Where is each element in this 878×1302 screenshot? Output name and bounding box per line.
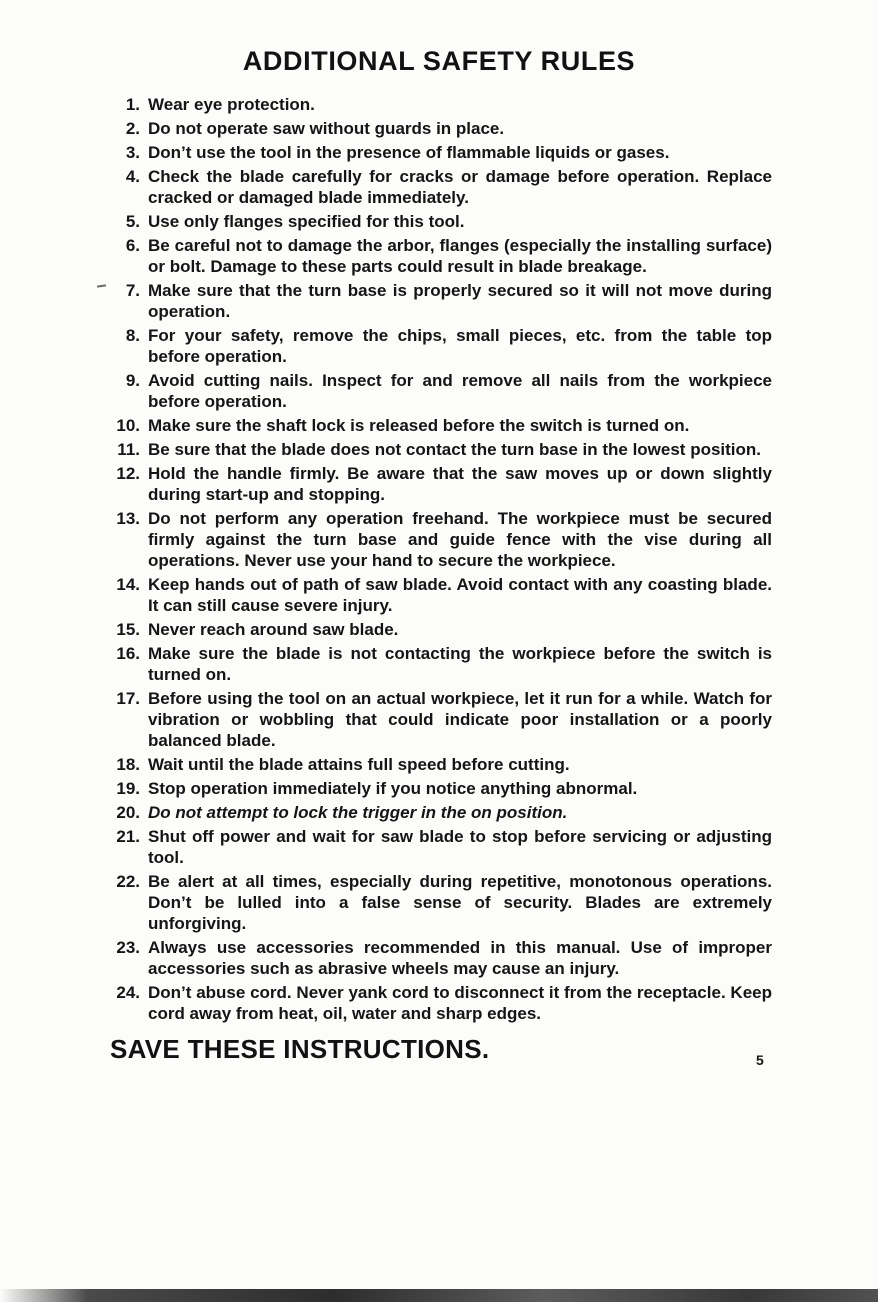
rule-number: 22. — [116, 872, 140, 891]
rule-text: Make sure the blade is not contacting the workpiece before the switch is turned on. — [148, 644, 772, 684]
rule-item — [100, 754, 776, 775]
rule-text: Hold the handle firmly. Be aware that the saw moves up or down slightly during start-up and stopping. — [148, 464, 772, 504]
rule-number: 3. — [125, 143, 140, 162]
rule-item — [100, 688, 776, 751]
rule-item — [100, 94, 776, 115]
rule-text: Do not attempt to lock the trigger in the on position. — [148, 803, 568, 822]
rule-text: Be alert at all times, especially during repetitive, monotonous operations. Don’t be lulled into a false sense of security. Blades are extremely unforgiving. — [148, 872, 772, 933]
rule-item — [100, 778, 776, 799]
rule-text: Be sure that the blade does not contact the turn base in the lowest position. — [148, 440, 762, 459]
rule-item — [100, 802, 776, 823]
rule-text: Make sure that the turn base is properly secured so it will not move during operation. — [148, 281, 772, 321]
rule-number: 18. — [116, 755, 140, 774]
rule-text: Wear eye protection. — [148, 95, 315, 114]
rule-number: 11. — [117, 440, 140, 459]
rule-item — [100, 235, 776, 277]
rule-number: 23. — [116, 938, 140, 957]
rule-number: 24. — [116, 983, 140, 1002]
rule-number: 20. — [116, 803, 140, 822]
rule-text: Do not perform any operation freehand. The workpiece must be secured firmly against the turn base and guide fence with the vise during all operations. Never use your hand to secure the workpiece. — [148, 509, 772, 570]
rule-number: 9. — [125, 371, 140, 390]
rule-number: 5. — [125, 212, 140, 231]
rule-number: 17. — [116, 689, 140, 708]
rule-item — [100, 982, 776, 1024]
rule-text: Do not operate saw without guards in place. — [148, 119, 505, 138]
rule-text: Shut off power and wait for saw blade to stop before servicing or adjusting tool. — [148, 827, 772, 867]
rule-number: 13. — [116, 509, 140, 528]
rule-item — [100, 826, 776, 868]
rule-text: Always use accessories recommended in this manual. Use of improper accessories such as abrasive wheels may cause an injury. — [148, 938, 772, 978]
rule-number: 12. — [116, 464, 140, 483]
rule-number: 21. — [116, 827, 140, 846]
rule-item — [100, 574, 776, 616]
rule-item — [100, 439, 776, 460]
rule-number: 1. — [125, 95, 140, 114]
rule-text: Make sure the shaft lock is released before the switch is turned on. — [148, 416, 690, 435]
rule-item — [100, 508, 776, 571]
rule-number: 7. — [125, 281, 140, 300]
rule-item — [100, 463, 776, 505]
rule-number: 6. — [125, 236, 140, 255]
rule-text: Stop operation immediately if you notice anything abnormal. — [148, 779, 638, 798]
rule-item — [100, 118, 776, 139]
rule-item — [100, 619, 776, 640]
rule-number: 19. — [116, 779, 140, 798]
rule-number: 15. — [116, 620, 140, 639]
rule-item — [100, 415, 776, 436]
rule-text: For your safety, remove the chips, small pieces, etc. from the table top before operation. — [148, 326, 772, 366]
rule-item — [100, 142, 776, 163]
rule-number: 4. — [125, 167, 140, 186]
rule-item — [100, 643, 776, 685]
rule-text: Wait until the blade attains full speed before cutting. — [148, 755, 570, 774]
rule-number: 14. — [116, 575, 140, 594]
rule-text: Never reach around saw blade. — [148, 620, 399, 639]
rule-text: Be careful not to damage the arbor, flanges (especially the installing surface) or bolt. Damage to these parts could result in blade breakage. — [148, 236, 772, 276]
rule-item — [100, 871, 776, 934]
save-instructions-heading: SAVE THESE INSTRUCTIONS. — [110, 1034, 490, 1064]
rule-text: Don’t abuse cord. Never yank cord to disconnect it from the receptacle. Keep cord away from heat, oil, water and sharp edges. — [148, 983, 772, 1023]
page-title: ADDITIONAL SAFETY RULES — [242, 46, 636, 76]
rule-number: 8. — [125, 326, 140, 345]
scan-edge-shadow — [0, 1289, 878, 1302]
rule-item — [100, 166, 776, 208]
rule-text: Keep hands out of path of saw blade. Avoid contact with any coasting blade. It can still cause severe injury. — [148, 575, 772, 615]
rule-text: Use only flanges specified for this tool. — [148, 212, 465, 231]
rule-number: 10. — [116, 416, 140, 435]
rule-item — [100, 937, 776, 979]
safety-rules-list — [100, 94, 776, 1024]
rule-item — [100, 325, 776, 367]
rule-item — [100, 280, 776, 322]
rule-text: Before using the tool on an actual workpiece, let it run for a while. Watch for vibration or wobbling that could indicate poor installation or a poorly balanced blade. — [148, 689, 772, 750]
rule-item — [100, 370, 776, 412]
rule-number: 2. — [125, 119, 140, 138]
rule-item — [100, 211, 776, 232]
rule-text: Avoid cutting nails. Inspect for and remove all nails from the workpiece before operation. — [148, 371, 772, 411]
rule-text: Check the blade carefully for cracks or damage before operation. Replace cracked or damaged blade immediately. — [148, 167, 772, 207]
rule-number: 16. — [116, 644, 140, 663]
rule-text: Don’t use the tool in the presence of flammable liquids or gases. — [148, 143, 670, 162]
page-number: 5 — [756, 1052, 764, 1068]
